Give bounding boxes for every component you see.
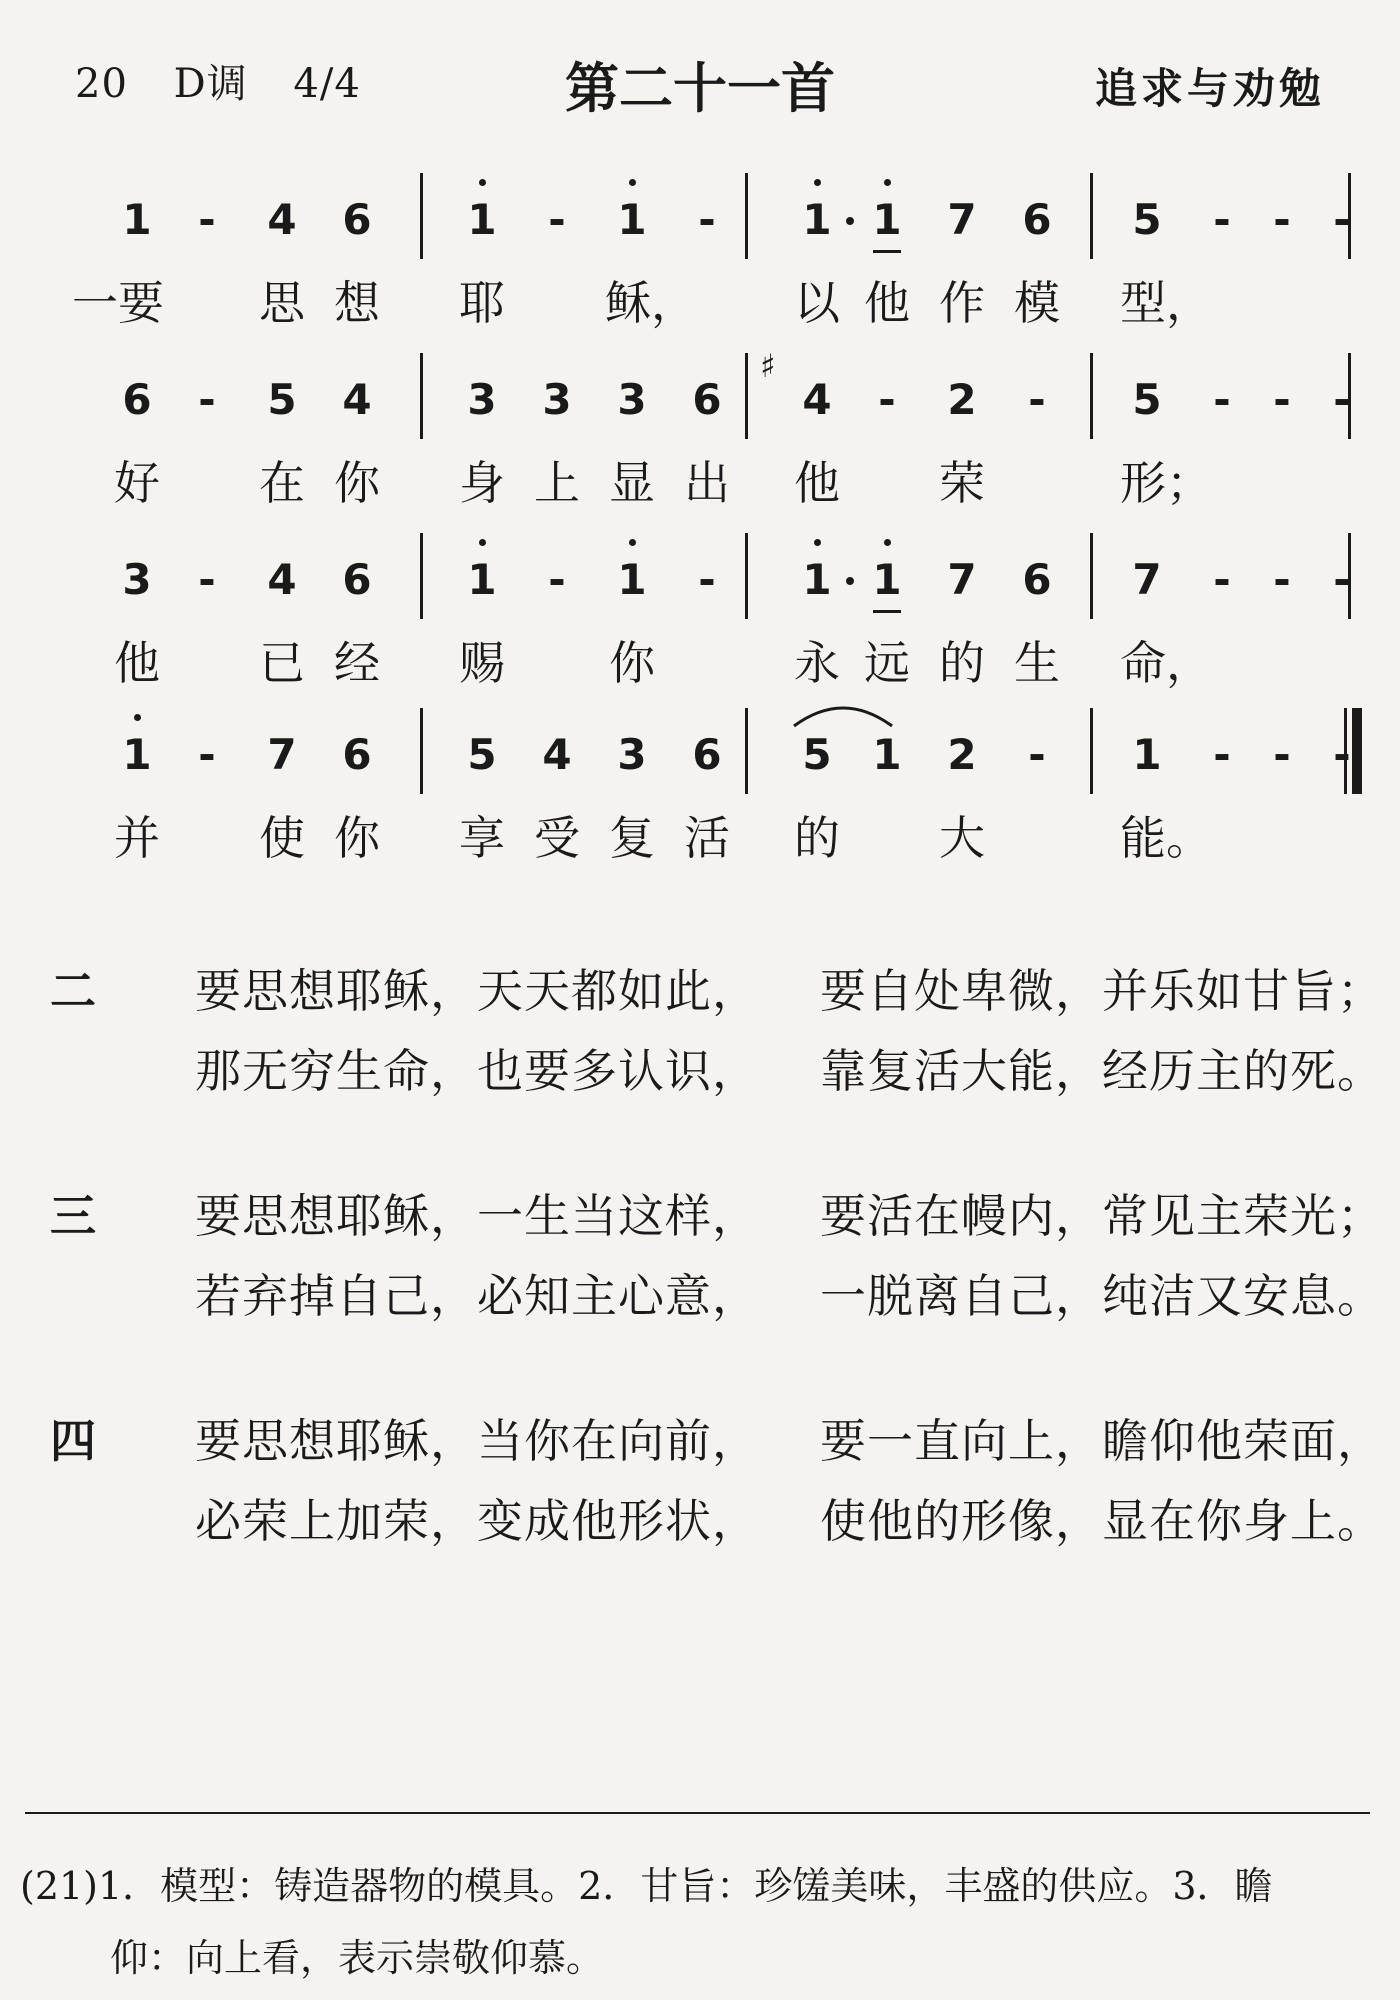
note: 1 <box>860 195 914 244</box>
note: 6 <box>1022 555 1052 604</box>
note: 1 <box>1132 730 1162 779</box>
note: 5 <box>1132 195 1162 244</box>
note: - <box>698 555 716 604</box>
lyric-syllable: 耶 <box>459 276 505 330</box>
note: - <box>1213 375 1231 424</box>
lyric-syllable: 使 <box>259 811 305 865</box>
note: 1 <box>110 730 164 779</box>
lyric-syllable: 一要 <box>72 276 164 330</box>
note: 6 <box>692 730 722 779</box>
note: 6 <box>692 375 722 424</box>
lyric-syllable: 思 <box>259 276 305 330</box>
lyric-syllable: 显 <box>609 456 655 510</box>
barline <box>1090 173 1093 259</box>
note: 1 <box>790 555 844 604</box>
note: 3 <box>467 375 497 424</box>
barline <box>420 173 423 259</box>
note: 1 <box>860 555 914 604</box>
lyric-syllable: 形； <box>1120 456 1212 510</box>
lyric-syllable: 作 <box>939 276 985 330</box>
lyric-syllable: 出 <box>684 456 730 510</box>
note: - <box>1213 730 1231 779</box>
note: 1 <box>455 555 509 604</box>
lyric-syllable: 型， <box>1120 276 1212 330</box>
note: 7 <box>947 555 977 604</box>
lyric-syllable: 复 <box>609 811 655 865</box>
eighth-underline <box>873 250 901 253</box>
staff-line <box>100 555 1355 690</box>
lyric-syllable: 大 <box>939 811 985 865</box>
note: - <box>878 375 896 424</box>
octave-dot <box>884 539 891 546</box>
lyric-syllable: 生 <box>1014 636 1060 690</box>
lyric-syllable: 远 <box>864 636 910 690</box>
lyric-syllable: 以 <box>794 276 840 330</box>
note: - <box>698 195 716 244</box>
verse-number: 三 <box>50 1189 97 1243</box>
barline <box>1090 708 1093 794</box>
lyric-syllable: 的 <box>939 636 985 690</box>
footnote-line: (21)1．模型：铸造器物的模具。2．甘旨：珍馐美味，丰盛的供应。3．瞻 <box>20 1864 1273 1908</box>
verse-line: 要思想耶稣，天天都如此， <box>195 964 759 1018</box>
note: - <box>548 195 566 244</box>
note: 4 <box>342 375 372 424</box>
lyric-syllable: 的 <box>794 811 840 865</box>
footnote-divider <box>25 1812 1370 1814</box>
lyric-syllable: 你 <box>334 811 380 865</box>
note: 2 <box>947 730 977 779</box>
lyric-syllable: 永 <box>794 636 840 690</box>
footnote <box>20 1850 1380 1994</box>
note: - <box>198 375 216 424</box>
octave-dot <box>134 714 141 721</box>
note: - <box>1333 555 1351 604</box>
note: 5 <box>1132 375 1162 424</box>
barline <box>745 533 748 619</box>
verse-line: 要思想耶稣，当你在向前， <box>195 1414 759 1468</box>
staff-line <box>100 347 1355 510</box>
eighth-underline <box>873 610 901 613</box>
note: - <box>1333 375 1351 424</box>
note: - <box>198 195 216 244</box>
lyric-syllable: 好 <box>114 456 160 510</box>
verse-line: 要一直向上，瞻仰他荣面， <box>820 1414 1384 1468</box>
note: 4 <box>802 375 832 424</box>
footnote-line: 仰：向上看，表示崇敬仰慕。 <box>110 1936 605 1980</box>
note: 4 <box>267 195 297 244</box>
lyric-syllable: 荣 <box>939 456 985 510</box>
lyric-syllable: 并 <box>114 811 160 865</box>
note: 3 <box>122 555 152 604</box>
verse-line: 若弃掉自己，必知主心意， <box>195 1269 759 1323</box>
note: 7 <box>1132 555 1162 604</box>
note: 1 <box>122 195 152 244</box>
lyric-syllable: 他 <box>794 456 840 510</box>
lyric-syllable: 你 <box>609 636 655 690</box>
lyric-syllable: 受 <box>534 811 580 865</box>
lyric-syllable: 身 <box>459 456 505 510</box>
note: 4 <box>542 730 572 779</box>
staff-line <box>72 195 1355 330</box>
note: 5 <box>467 730 497 779</box>
lyric-syllable: 稣， <box>605 276 697 330</box>
note: 1 <box>455 195 509 244</box>
octave-dot <box>479 179 486 186</box>
lyric-syllable: 他 <box>114 636 160 690</box>
lyric-syllable: 赐 <box>459 636 505 690</box>
hymn-number: 20 <box>75 61 128 107</box>
note: - <box>548 555 566 604</box>
octave-dot <box>814 179 821 186</box>
note: 1 <box>872 730 902 779</box>
lyric-syllable: 享 <box>459 811 505 865</box>
octave-dot <box>479 539 486 546</box>
hymn-time-signature: 4/4 <box>293 61 361 107</box>
lyric-syllable: 活 <box>684 811 730 865</box>
slur-mark <box>788 696 898 730</box>
hymn-key: D调 <box>173 61 248 107</box>
barline <box>420 708 423 794</box>
note: - <box>1028 730 1046 779</box>
verse-line: 要活在幔内，常见主荣光； <box>820 1189 1384 1243</box>
note: - <box>198 555 216 604</box>
note: - <box>198 730 216 779</box>
note: 3 <box>542 375 572 424</box>
lyric-syllable: 你 <box>334 456 380 510</box>
augmentation-dot <box>846 217 854 225</box>
verse-number: 四 <box>50 1414 97 1468</box>
note: 5 <box>267 375 297 424</box>
note: 7 <box>947 195 977 244</box>
lyric-syllable: 他 <box>864 276 910 330</box>
verse-line: 要思想耶稣，一生当这样， <box>195 1189 759 1243</box>
octave-dot <box>814 539 821 546</box>
note: 7 <box>267 730 297 779</box>
sharp-accidental: ♯ <box>760 347 776 385</box>
staff-line <box>100 730 1355 865</box>
verse-line: 靠复活大能，经历主的死。 <box>820 1044 1384 1098</box>
octave-dot <box>629 539 636 546</box>
note: 6 <box>342 730 372 779</box>
verse-line: 要自处卑微，并乐如甘旨； <box>820 964 1384 1018</box>
barline <box>420 533 423 619</box>
note: - <box>1273 195 1291 244</box>
octave-dot <box>884 179 891 186</box>
verse-line: 使他的形像，显在你身上。 <box>820 1494 1384 1548</box>
note: 1 <box>605 195 659 244</box>
verse-line: 必荣上加荣，变成他形状， <box>195 1494 759 1548</box>
lyric-syllable: 上 <box>534 456 580 510</box>
note: 1 <box>605 555 659 604</box>
barline <box>745 353 748 439</box>
barline <box>745 708 748 794</box>
hymn-category: 追求与劝勉 <box>1094 64 1325 113</box>
note: 6 <box>342 195 372 244</box>
barline <box>420 353 423 439</box>
augmentation-dot <box>846 577 854 585</box>
verse-line: 一脱离自己，纯洁又安息。 <box>820 1269 1384 1323</box>
lyric-syllable: 模 <box>1014 276 1060 330</box>
lyric-syllable: 已 <box>259 636 305 690</box>
octave-dot <box>629 179 636 186</box>
note: - <box>1213 555 1231 604</box>
note: 1 <box>790 195 844 244</box>
barline <box>1090 533 1093 619</box>
note: 6 <box>122 375 152 424</box>
hymn-title: 第二十一首 <box>565 57 835 120</box>
lyric-syllable: 能。 <box>1120 811 1212 865</box>
note: - <box>1273 375 1291 424</box>
barline <box>745 173 748 259</box>
lyric-syllable: 命， <box>1120 636 1212 690</box>
note: - <box>1273 730 1291 779</box>
barline <box>1090 353 1093 439</box>
note: 4 <box>267 555 297 604</box>
verse-number: 二 <box>50 964 97 1018</box>
lyric-syllable: 想 <box>334 276 380 330</box>
verse-line: 那无穷生命，也要多认识， <box>195 1044 759 1098</box>
note: 5 <box>802 730 832 779</box>
note: - <box>1333 195 1351 244</box>
note: 6 <box>1022 195 1052 244</box>
note: 3 <box>617 730 647 779</box>
note: - <box>1028 375 1046 424</box>
lyric-syllable: 在 <box>259 456 305 510</box>
note: - <box>1333 730 1351 779</box>
lyric-syllable: 经 <box>334 636 380 690</box>
note: - <box>1273 555 1291 604</box>
note: - <box>1213 195 1231 244</box>
note: 3 <box>617 375 647 424</box>
note: 2 <box>947 375 977 424</box>
note: 6 <box>342 555 372 604</box>
